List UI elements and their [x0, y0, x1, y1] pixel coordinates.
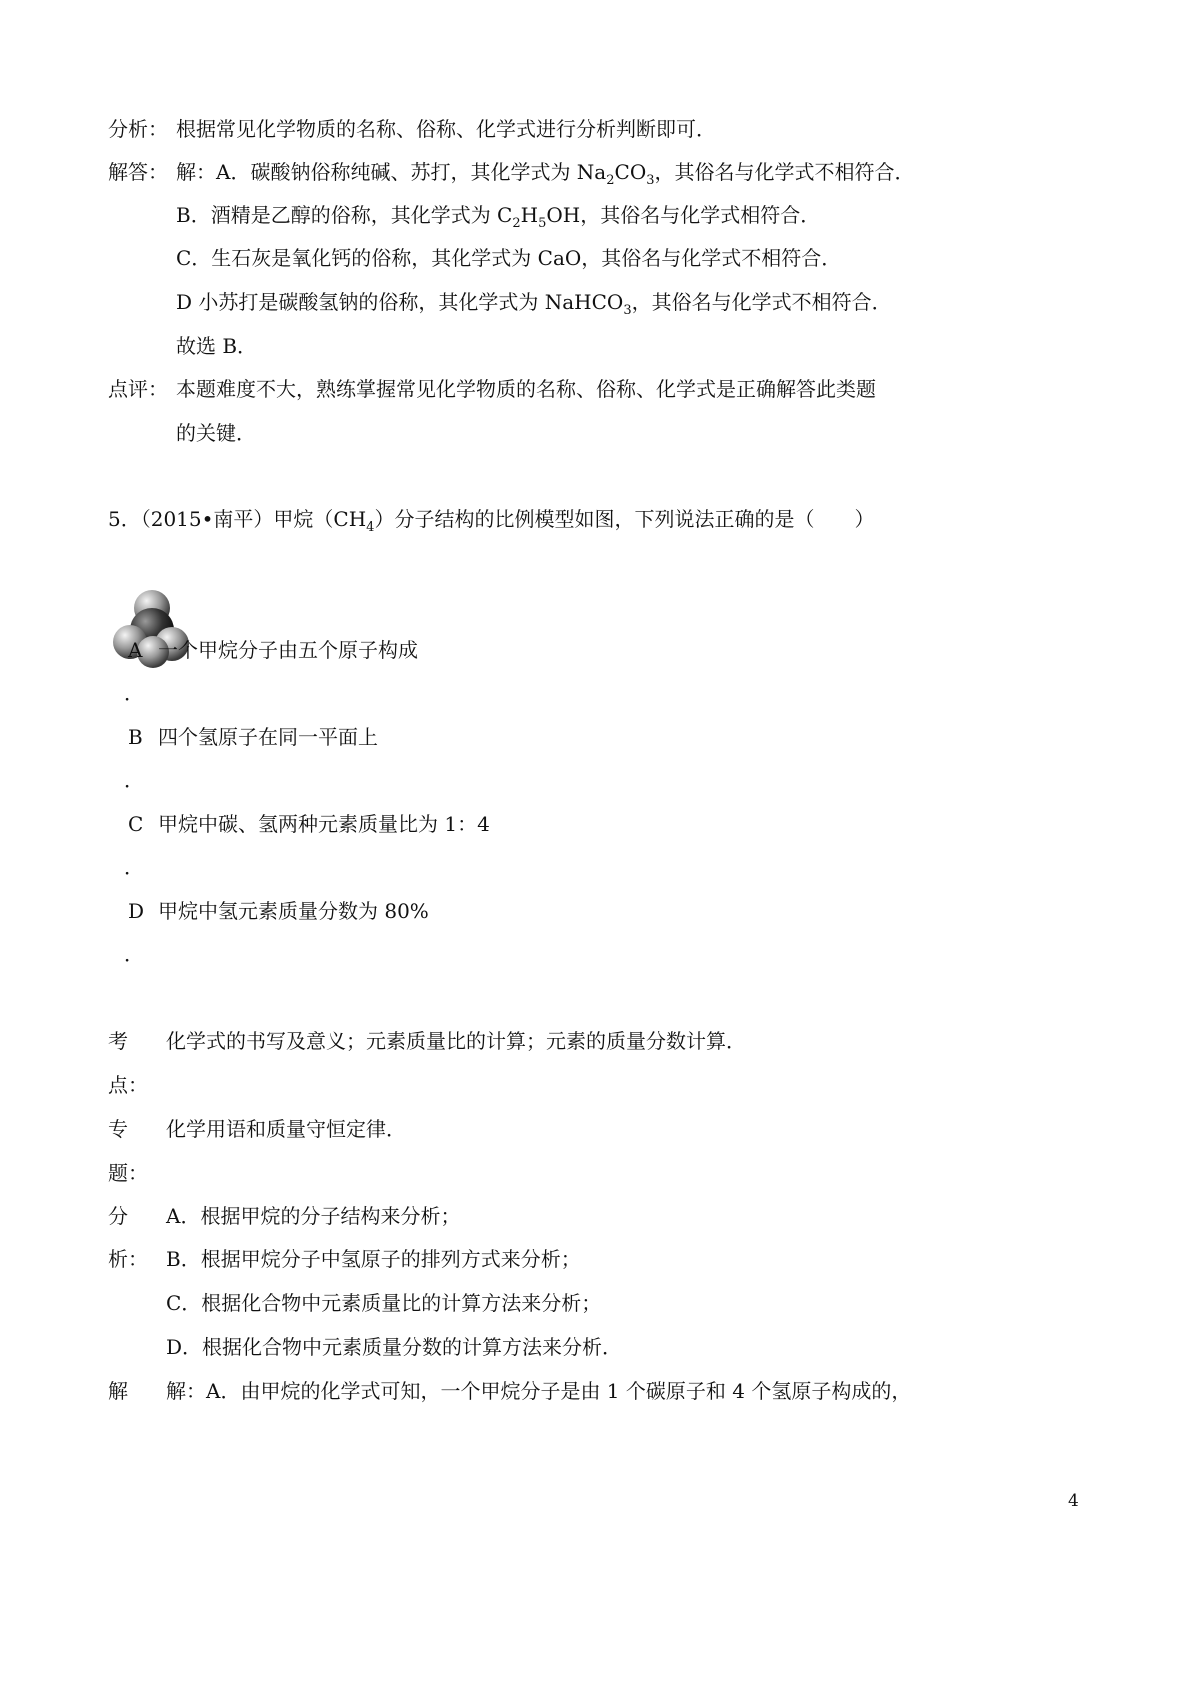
option-a-dot: ． [124, 681, 144, 705]
fenxi-item-a: A．根据甲烷的分子结构来分析； [166, 1204, 461, 1228]
kaodian-label-1: 考 [108, 1029, 128, 1053]
option-a-letter: A [128, 638, 143, 662]
option-d-text: 甲烷中氢元素质量分数为 80% [158, 899, 429, 923]
analysis-label: 分析： [108, 117, 168, 141]
zhuanti-label-1: 专 [108, 1117, 128, 1141]
kaodian-label-2: 点： [108, 1073, 148, 1097]
jie-text: 解：A．由甲烷的化学式可知，一个甲烷分子是由 1 个碳原子和 4 个氢原子构成的， [166, 1379, 912, 1403]
option-d-letter: D [128, 899, 145, 923]
answer-label: 解答： [108, 160, 168, 184]
option-b-letter: B [128, 725, 143, 749]
fenxi-label-2: 析： [108, 1247, 148, 1271]
option-c-letter: C [128, 812, 144, 836]
kaodian-text: 化学式的书写及意义；元素质量比的计算；元素的质量分数计算． [166, 1029, 746, 1053]
fenxi-item-b: B．根据甲烷分子中氢原子的排列方式来分析； [166, 1247, 581, 1271]
option-b-text: 四个氢原子在同一平面上 [158, 725, 378, 749]
answer-line-b: B．酒精是乙醇的俗称，其化学式为 $C_2H_5OH$，其俗名与化学式相符合． [176, 203, 821, 231]
answer-line-a: 解：A．碳酸钠俗称纯碱、苏打，其化学式为 $Na_2CO_3$，其俗名与化学式不相符合． [176, 160, 915, 188]
option-d-dot: ． [124, 942, 144, 966]
question-5-stem: 5．（2015•南平）甲烷$(CH_4)$分子结构的比例模型如图，下列说法正确的是（ ） [108, 507, 875, 535]
option-a-text: 一个甲烷分子由五个原子构成 [158, 638, 418, 662]
fenxi-label-1: 分 [108, 1204, 128, 1228]
answer-choice: 故选 B． [176, 334, 258, 358]
comment-text-2: 的关键． [176, 421, 256, 445]
zhuanti-text: 化学用语和质量守恒定律． [166, 1117, 406, 1141]
fenxi-item-d: D．根据化合物中元素质量分数的计算方法来分析． [166, 1335, 623, 1359]
option-c-dot: ． [124, 855, 144, 879]
comment-text-1: 本题难度不大，熟练掌握常见化学物质的名称、俗称、化学式是正确解答此类题 [176, 377, 876, 401]
option-b-dot: ． [124, 768, 144, 792]
analysis-text: 根据常见化学物质的名称、俗称、化学式进行分析判断即可． [176, 117, 716, 141]
jie-label: 解 [108, 1379, 128, 1403]
page-number: 4 [1068, 1491, 1079, 1511]
answer-line-c: C．生石灰是氧化钙的俗称，其化学式为 CaO，其俗名与化学式不相符合． [176, 246, 842, 270]
comment-label: 点评： [108, 377, 168, 401]
zhuanti-label-2: 题： [108, 1161, 148, 1185]
fenxi-item-c: C．根据化合物中元素质量比的计算方法来分析； [166, 1291, 602, 1315]
answer-line-d: D 小苏打是碳酸氢钠的俗称，其化学式为 NaHCO$_3$，其俗名与化学式不相符合． [176, 290, 892, 318]
option-c-text: 甲烷中碳、氢两种元素质量比为 1：4 [158, 812, 490, 836]
